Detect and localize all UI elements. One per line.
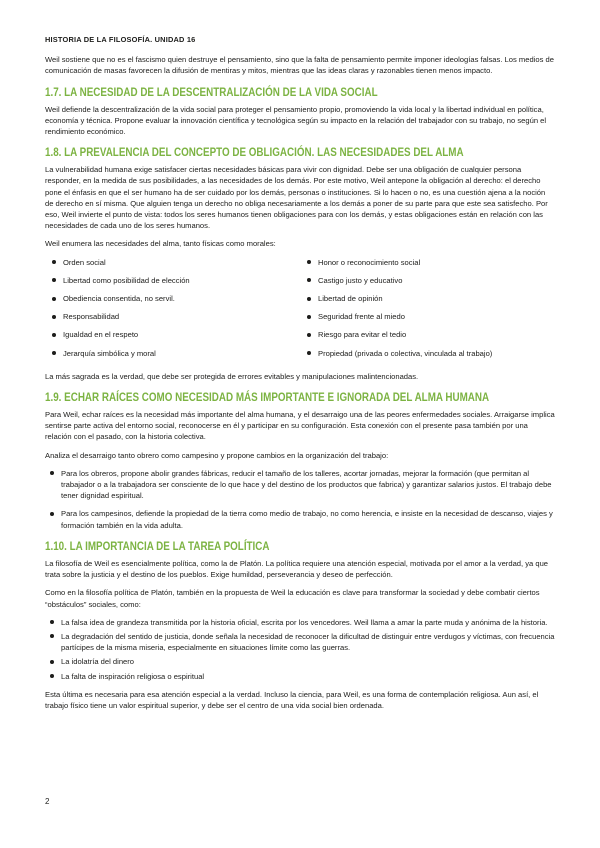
list-item: La falsa idea de grandeza transmitida por la historia oficial, escrita por los vencedores. Weil llama a amar la parte muda y anónima de la historia. bbox=[45, 617, 555, 628]
list-item: Obediencia consentida, no servil. bbox=[45, 293, 300, 304]
list-item: Orden social bbox=[45, 257, 300, 268]
section-1-7-heading: 1.7. LA NECESIDAD DE LA DESCENTRALIZACIÓN DE LA VIDA SOCIAL bbox=[45, 84, 378, 99]
section-1-10-heading: 1.10. LA IMPORTANCIA DE LA TAREA POLÍTICA bbox=[45, 538, 270, 553]
page-header: HISTORIA DE LA FILOSOFÍA. UNIDAD 16 bbox=[45, 35, 196, 44]
list-item: Libertad como posibilidad de elección bbox=[45, 275, 300, 286]
list-item: Propiedad (privada o colectiva, vinculada al trabajo) bbox=[300, 348, 555, 359]
section-1-7-paragraph: Weil defiende la descentralización de la vida social para proteger el pensamiento propio, promoviendo la vida local y la libertad individual en política, economía y técnica. Propone evaluar la innovación científica y tecnológica según su impacto en la relación del trabajador con su trabajo, no según el rendimiento económico. bbox=[45, 104, 547, 137]
obstacles-list bbox=[45, 617, 555, 682]
list-item: Igualdad en el respeto bbox=[45, 329, 300, 340]
needs-list bbox=[45, 257, 555, 366]
section-1-9-paragraph-2: Analiza el desarraigo tanto obrero como campesino y propone cambios en la organización del trabajo: bbox=[45, 450, 389, 460]
section-1-8-paragraph-2: Weil enumera las necesidades del alma, tanto físicas como morales: bbox=[45, 239, 276, 249]
list-item: Libertad de opinión bbox=[300, 293, 555, 304]
section-1-10-paragraph-3: Esta última es necesaria para esa atención especial a la verdad. Incluso la ciencia, para Weil, es una forma de contemplación religiosa. Aun así, el trabajo físico tiene un valor espiritual superior, y debe ser el centro de una vida social bien ordenada. bbox=[45, 689, 539, 710]
intro-paragraph: Weil sostiene que no es el fascismo quien destruye el pensamiento, sino que la falta de pensamiento permite imponer ideologías falsas. Los medios de comunicación de masas favorecen la difusión de mentiras y mitos, mientras que las ideas claras y razonables tienen menos impacto. bbox=[45, 55, 554, 76]
list-item: Seguridad frente al miedo bbox=[300, 311, 555, 322]
list-item: La degradación del sentido de justicia, donde señala la necesidad de reconocer la dificultad de distinguir entre verdugos y víctimas, con frecuencia partícipes de la misma miseria, especialmente en situaciones límite como las guerras. bbox=[45, 631, 555, 653]
needs-list-right bbox=[300, 257, 555, 366]
uprooting-list bbox=[45, 468, 555, 531]
section-1-10-paragraph-1: La filosofía de Weil es esencialmente política, como la de Platón. La política requiere una atención especial, motivada por el amor a la verdad, ya que trata sobre la justicia y el destino de los pueblos. Exige humildad, perseverancia y deseo de perfección. bbox=[45, 558, 549, 580]
section-1-10-paragraph-2: Como en la filosofía política de Platón, también en la propuesta de Weil la educación es clave para transformar la sociedad y debe combatir ciertos “obstáculos” sociales, como: bbox=[45, 588, 540, 609]
list-item: Honor o reconocimiento social bbox=[300, 257, 555, 268]
section-1-8-paragraph-1: La vulnerabilidad humana exige satisfacer ciertas necesidades básicas para vivir con dignidad. Debe ser una obligación de cualquier persona responder, en la medida de sus posibilidades, a las necesidades de los demás. Por este motivo, Weil antepone la obligación al derecho: el derecho pone el énfasis en que el ser humano ha de ser cuidado por los demás, personas o instituciones. Si lo hacen o no, es una cuestión ajena a la noción de derecho en sí misma. Que alguien tenga un derecho no obliga necesariamente a los demás a poner de su parte para que este sea satisfecho. Por eso, Weil invierte el punto de vista: todos los seres humanos tienen obligaciones para con los demás, y estas obligaciones están en relación con las necesidades de cada uno de los seres humanos. bbox=[45, 165, 548, 231]
section-1-9-paragraph-1: Para Weil, echar raíces es la necesidad más importante del alma humana, y el desarraigo una de las peores enfermedades sociales. Arraigarse implica sentirse parte activa del entorno social, reconocerse en él y participar en su configuración. Esta conexión con el presente pasa también por una relación con el pasado, con la historia colectiva. bbox=[45, 410, 555, 442]
section-1-8-heading: 1.8. LA PREVALENCIA DEL CONCEPTO DE OBLIGACIÓN. LAS NECESIDADES DEL ALMA bbox=[45, 145, 464, 160]
section-1-9-heading: 1.9. ECHAR RAÍCES COMO NECESIDAD MÁS IMPORTANTE E IGNORADA DEL ALMA HUMANA bbox=[45, 390, 490, 405]
list-item: Para los campesinos, defiende la propiedad de la tierra como medio de trabajo, no como herencia, e insiste en la necesidad de descanso, viajes y formación también en la vida adulta. bbox=[45, 508, 555, 530]
section-1-8-paragraph-3: La más sagrada es la verdad, que debe ser protegida de errores evitables y manipulaciones malintencionadas. bbox=[45, 371, 419, 381]
list-item: Para los obreros, propone abolir grandes fábricas, reducir el tamaño de los talleres, acortar jornadas, mejorar la formación (que permitan al trabajador o a la trabajadora ser consciente de lo que hace y del destino de los productos que fabrica) y garantizar salarios justos. El trabajo debe tener dignidad espiritual. bbox=[45, 468, 555, 502]
list-item: Jerarquía simbólica y moral bbox=[45, 348, 300, 359]
list-item: Responsabilidad bbox=[45, 311, 300, 322]
list-item: Riesgo para evitar el tedio bbox=[300, 329, 555, 340]
list-item: Castigo justo y educativo bbox=[300, 275, 555, 286]
list-item: La falta de inspiración religiosa o espiritual bbox=[45, 671, 555, 682]
needs-list-left bbox=[45, 257, 300, 366]
list-item: La idolatría del dinero bbox=[45, 656, 555, 667]
page-number: 2 bbox=[45, 797, 50, 806]
